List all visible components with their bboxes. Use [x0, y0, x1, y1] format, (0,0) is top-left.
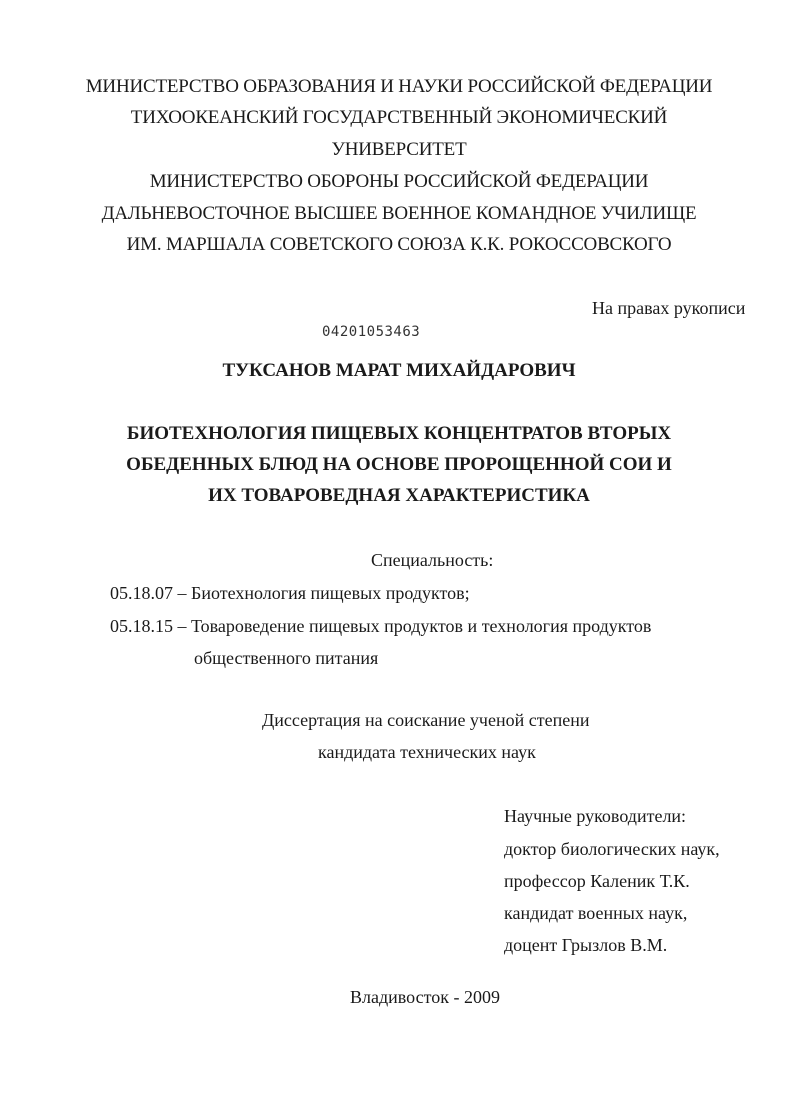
specialty-label: Специальность:: [371, 550, 494, 570]
degree-line-2: кандидата технических наук: [318, 742, 536, 762]
supervisor-line-1: доктор биологических наук,: [504, 839, 720, 859]
header-line-1: МИНИСТЕРСТВО ОБРАЗОВАНИЯ И НАУКИ РОССИЙСКОЙ ФЕДЕРАЦИИ: [85, 76, 713, 97]
supervisor-line-2: профессор Каленик Т.К.: [504, 871, 690, 891]
city-year: Владивосток - 2009: [350, 987, 500, 1007]
catalog-number: 04201053463: [322, 324, 421, 340]
specialty-item-1: 05.18.07 – Биотехнология пищевых продуктов;: [110, 583, 470, 603]
author-name: ТУКСАНОВ МАРАТ МИХАЙДАРОВИЧ: [222, 360, 576, 381]
supervisor-line-4: доцент Грызлов В.М.: [504, 935, 668, 955]
header-line-2: ТИХООКЕАНСКИЙ ГОСУДАРСТВЕННЫЙ ЭКОНОМИЧЕСКИЙ: [130, 107, 668, 128]
header-line-3: УНИВЕРСИТЕТ: [331, 139, 467, 160]
specialty-item-2-continued: общественного питания: [194, 648, 379, 668]
supervisor-line-3: кандидат военных наук,: [504, 903, 688, 923]
header-line-6: ИМ. МАРШАЛА СОВЕТСКОГО СОЮЗА К.К. РОКОССОВСКОГО: [126, 234, 672, 255]
title-line-2: ОБЕДЕННЫХ БЛЮД НА ОСНОВЕ ПРОРОЩЕННОЙ СОИ И: [126, 454, 672, 475]
header-line-4: МИНИСТЕРСТВО ОБОРОНЫ РОССИЙСКОЙ ФЕДЕРАЦИИ: [149, 171, 649, 192]
degree-line-1: Диссертация на соискание ученой степени: [262, 710, 590, 730]
title-line-3: ИХ ТОВАРОВЕДНАЯ ХАРАКТЕРИСТИКА: [208, 485, 590, 506]
manuscript-note: На правах рукописи: [592, 298, 746, 318]
title-line-1: БИОТЕХНОЛОГИЯ ПИЩЕВЫХ КОНЦЕНТРАТОВ ВТОРЫХ: [126, 423, 672, 444]
header-line-5: ДАЛЬНЕВОСТОЧНОЕ ВЫСШЕЕ ВОЕННОЕ КОМАНДНОЕ УЧИЛИЩЕ: [101, 203, 697, 224]
supervisors-heading: Научные руководители:: [504, 806, 687, 826]
specialty-item-2: 05.18.15 – Товароведение пищевых продуктов и технология продуктов: [110, 616, 652, 636]
